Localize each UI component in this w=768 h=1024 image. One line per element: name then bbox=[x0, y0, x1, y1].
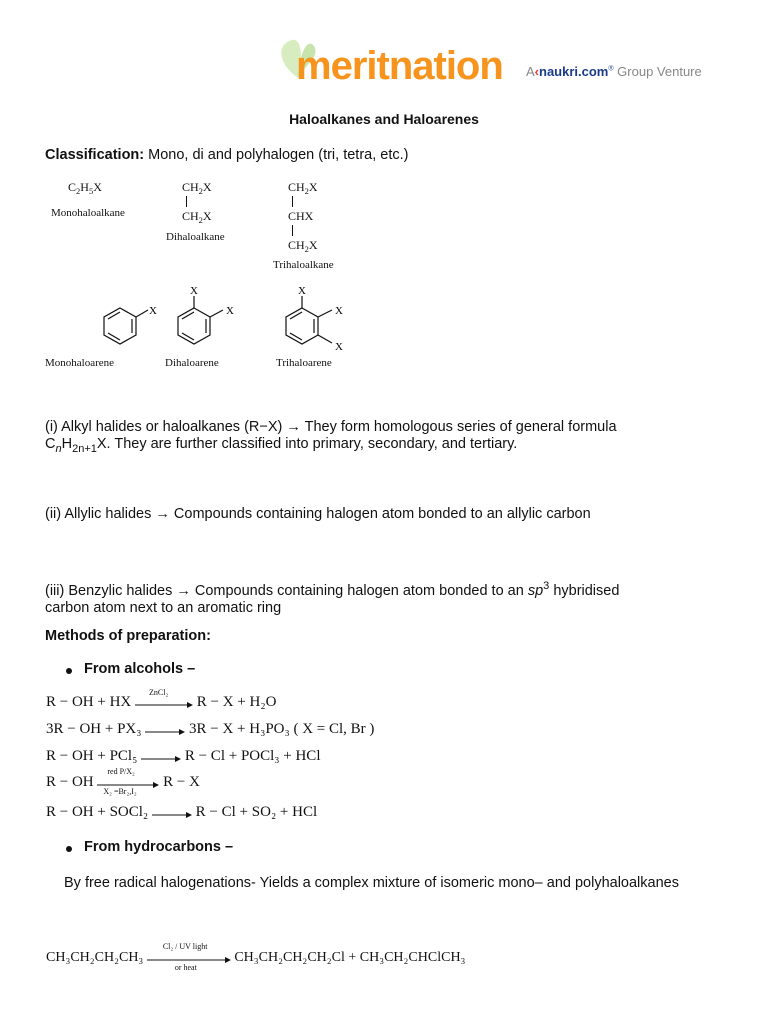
equation-2: 3R − OH + PX₃ 3R − X + H₃PO₃ ( X = Cl, Br ) bbox=[46, 721, 375, 737]
page-title: Haloalkanes and Haloarenes bbox=[289, 111, 479, 127]
trihaloalkane-bond-2 bbox=[292, 225, 293, 236]
bullet-from-alcohols: From alcohols – bbox=[84, 661, 196, 677]
classification-text: Mono, di and polyhalogen (tri, tetra, etc.) bbox=[144, 147, 409, 163]
trihaloarene-x3: X bbox=[335, 341, 343, 353]
haloarene-structures bbox=[40, 280, 370, 360]
trihaloalkane-top: $CH_2X$ bbox=[288, 180, 318, 196]
meritnation-logo bbox=[268, 38, 728, 98]
equation-1: R − OH + HX ZnCl₂ R − X + H₂O bbox=[46, 687, 277, 710]
monohaloarene-x: X bbox=[149, 305, 157, 317]
methods-heading: Methods of preparation: bbox=[45, 628, 211, 644]
equation-3: R − OH + PCl₅ R − Cl + POCl₃ + HCl bbox=[46, 748, 321, 764]
dihaloalkane-bond bbox=[186, 196, 187, 207]
dihaloarene-x1: X bbox=[190, 285, 198, 297]
bullet-dot-alcohols bbox=[66, 668, 72, 674]
tagline-a: A bbox=[526, 64, 535, 79]
classification-line bbox=[45, 147, 408, 163]
radical-halogenation-text: By free radical halogenations- Yields a complex mixture of isomeric mono– and polyhaloalkanes bbox=[64, 875, 679, 891]
dihaloarene-x2: X bbox=[226, 305, 234, 317]
dihaloarene-label: Dihaloarene bbox=[165, 357, 219, 369]
point-allylic-halides: (ii) Allylic halides → Compounds containing halogen atom bonded to an allylic carbon bbox=[45, 506, 591, 522]
trihaloalkane-bottom: $CH_2X$ bbox=[288, 238, 318, 254]
tagline: A‹naukri.com® Group Venture bbox=[526, 64, 702, 79]
classification-label: Classification: bbox=[45, 147, 145, 163]
trihaloalkane-bond-1 bbox=[292, 196, 293, 207]
brand-merit: merit bbox=[296, 44, 389, 88]
point-alkyl-halides: (i) Alkyl halides or haloalkanes (R−X) → They form homologous series of general formula $C_nH_{2n+1}X$. They are further classified into primary, secondary, and tertiary. bbox=[45, 419, 617, 455]
brand-nation: nation bbox=[388, 44, 503, 88]
bullet-dot-hydrocarbons bbox=[66, 846, 72, 852]
equation-5: R − OH + SOCl₂ R − Cl + SO₂ + HCl bbox=[46, 804, 318, 820]
dihaloalkane-label: Dihaloalkane bbox=[166, 231, 225, 243]
point-benzylic-halides: (iii) Benzylic halides → Compounds containing halogen atom bonded to an $sp^3$ hybridised carbon atom next to an aromatic ring bbox=[45, 580, 620, 616]
equation-butane-chlorination: CH₃CH₂CH₂CH₃ Cl₂ / UV light or heat CH₃CH₂CH₂CH₂Cl + CH₃CH₂CHClCH₃ bbox=[46, 941, 466, 972]
tagline-group-venture: Group Venture bbox=[617, 64, 702, 79]
dihaloalkane-top: $CH_2X$ bbox=[182, 180, 212, 196]
monohaloalkane-formula: $C_2H_5X$ bbox=[68, 180, 102, 196]
trihaloalkane-label: Trihaloalkane bbox=[273, 259, 334, 271]
monohaloalkane-label: Monohaloalkane bbox=[51, 207, 125, 219]
dihaloarene-ring bbox=[178, 296, 223, 344]
tagline-naukri: naukri.com bbox=[539, 64, 609, 79]
trihaloarene-label: Trihaloarene bbox=[276, 357, 332, 369]
trihaloalkane-middle: CHX bbox=[288, 209, 314, 223]
monohaloarene-label: Monohaloarene bbox=[45, 357, 115, 369]
bullet-from-hydrocarbons: From hydrocarbons – bbox=[84, 839, 234, 855]
trihaloarene-x2: X bbox=[335, 305, 343, 317]
trihaloarene-x1: X bbox=[298, 285, 306, 297]
equation-4: R − OH red P/X₂ X₂ =Br₂,I₂ R − X bbox=[46, 766, 200, 796]
dihaloalkane-bottom: $CH_2X$ bbox=[182, 209, 212, 225]
monohaloarene-ring bbox=[104, 308, 148, 344]
trihaloarene-ring bbox=[286, 296, 332, 344]
